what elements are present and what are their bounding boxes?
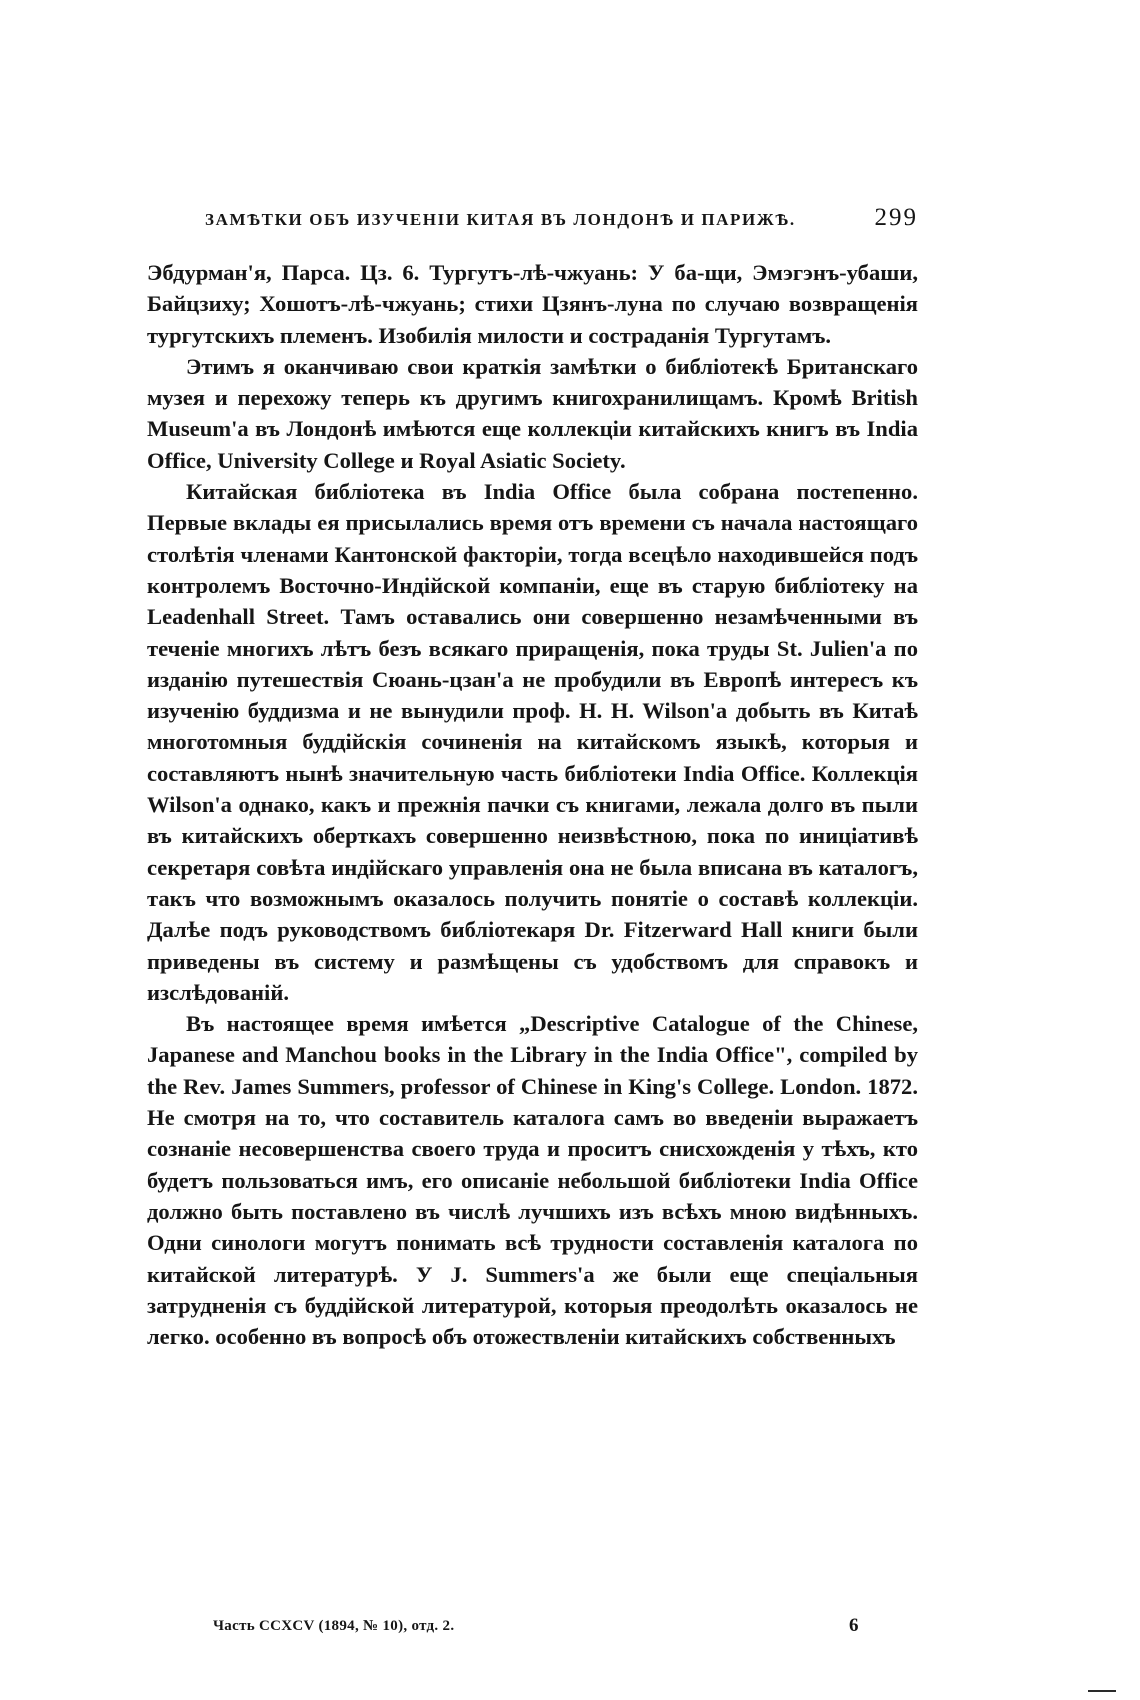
page-header — [205, 206, 918, 240]
running-title: ЗАМѢТКИ ОБЪ ИЗУЧЕНІИ КИТАЯ ВЪ ЛОНДОНѢ И ПАРИЖѢ. — [205, 210, 796, 229]
page-footer — [213, 1615, 863, 1644]
paragraph: Китайская библіотека въ India Office была собрана постепенно. Первые вклады ея присылались время отъ времени съ начала настоящаго столѣтія членами Кантонской факторіи, тогда всецѣло находившейся подъ контролемъ Восточно-Индійской компаніи, еще въ старую библіотеку на Leadenhall Street. Тамъ оставались они совершенно незамѣченными въ теченіе многихъ лѣтъ безъ всякаго приращенія, пока труды St. Julien'а по изданію путешествія Сюань-цзан'а не пробудили въ Европѣ интересъ къ изученію буддизма и не вынудили проф. H. H. Wilson'а добыть въ Китаѣ многотомныя буддійскія сочиненія на китайскомъ языкѣ, которыя и составляютъ нынѣ значительную часть библіотеки India Office. Коллекція Wilson'а однако, какъ и прежнія пачки съ книгами, лежала долго въ пыли въ китайскихъ оберткахъ совершенно неизвѣстною, пока по иниціативѣ секретаря совѣта индійскаго управленія она не была вписана въ каталогъ, такъ что возможнымъ оказалось получить понятіе о составѣ коллекціи. Далѣе подъ руководствомъ библіотекаря Dr. Fitzerward Hall книги были приведены въ систему и размѣщены съ удобствомъ для справокъ и изслѣдованій. — [147, 479, 918, 1005]
footer-signature: Часть CCXCV (1894, № 10), отд. 2. — [213, 1618, 455, 1634]
paragraph: Эбдурман'я, Парса. Цз. 6. Тургутъ-лѣ-чжуань: У ба-щи, Эмэгэнъ-убаши, Байцзиху; Хошотъ-лѣ-чжуань; стихи Цзянъ-луна по случаю возвращенія тургутскихъ племенъ. Изобилія милости и состраданія Тургутамъ. — [147, 260, 918, 348]
sheet-number: 6 — [849, 1615, 859, 1636]
page-number: 299 — [874, 204, 918, 231]
body-text — [147, 257, 918, 1352]
paragraph: Этимъ я оканчиваю свои краткія замѣтки о библіотекѣ Британскаго музея и перехожу теперь къ другимъ книгохранилищамъ. Кромѣ British Museum'а въ Лондонѣ имѣются еще коллекціи китайскихъ книгъ въ India Office, University College и Royal Asiatic Society. — [147, 353, 918, 473]
paragraph: Въ настоящее время имѣется „Descriptive Catalogue of the Chinese, Japanese and Manchou books in the Library in the India Office", compiled by the Rev. James Summers, professor of Chinese in King's College. London. 1872. Не смотря на то, что составитель каталога самъ во введеніи выражаетъ сознаніе несовершенства своего труда и проситъ снисхожденія у тѣхъ, кто будетъ пользоваться имъ, его описаніе небольшой библіотеки India Office должно быть поставлено въ числѣ лучшихъ изъ всѣхъ мною видѣнныхъ. Одни синологи могутъ понимать всѣ трудности составленія каталога по китайской литературѣ. У J. Summers'а же были еще спеціальныя затрудненія съ буддійской литературой, которыя преодолѣть оказалось не легко. особенно въ вопросѣ объ отожествленіи китайскихъ собственныхъ — [147, 1011, 918, 1350]
margin-mark — [1088, 1690, 1116, 1692]
